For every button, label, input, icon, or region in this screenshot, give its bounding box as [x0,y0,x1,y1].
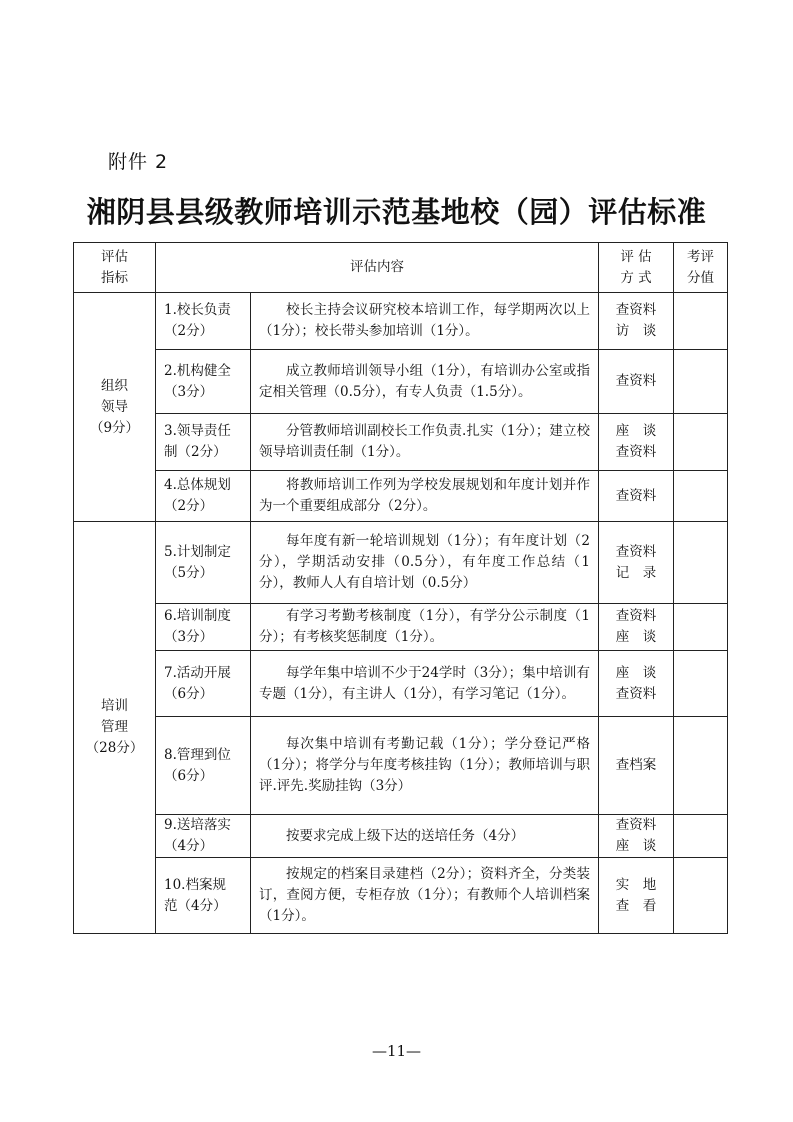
table-row [74,522,728,604]
item-name: 5.计划制定 （5分） [156,522,251,604]
item-content: 分管教师培训副校长工作负责.扎实（1分）；建立校领导培训责任制（1分）。 [251,414,599,471]
table-row [74,815,728,858]
evaluation-standards-table [73,242,728,934]
score-cell [674,522,728,604]
document-title: 湘阴县县级教师培训示范基地校（园）评估标准 [86,195,707,229]
item-content: 按规定的档案目录建档（2分）；资料齐全，分类装订，查阅方便，专柜存放（1分）；有教师个人培训档案（1分）。 [251,858,599,934]
table-row [74,293,728,350]
header-score: 考评 分值 [674,243,728,293]
header-indicator: 评估 指标 [74,243,156,293]
item-content: 有学习考勤考核制度（1分），有学分公示制度（1分）；有考核奖惩制度（1分）。 [251,604,599,651]
group-label: 培训 管理 （28分） [74,522,156,934]
item-content: 校长主持会议研究校本培训工作，每学期两次以上（1分）；校长带头参加培训（1分）。 [251,293,599,350]
item-name: 8.管理到位 （6分） [156,717,251,815]
table-row [74,651,728,717]
score-cell [674,717,728,815]
item-method: 座 谈 查资料 [599,414,674,471]
header-content: 评估内容 [156,243,599,293]
score-cell [674,604,728,651]
header-method: 评 估 方 式 [599,243,674,293]
score-cell [674,471,728,522]
page-number: —11— [371,1042,422,1060]
attachment-label: 附件 2 [108,151,169,173]
item-content: 每年度有新一轮培训规划（1分）；有年度计划（2分），学期活动安排（0.5分），有年度工作总结（1分），教师人人有自培计划（0.5分） [251,522,599,604]
table-row [74,858,728,934]
item-name: 10.档案规 范（4分） [156,858,251,934]
item-content: 按要求完成上级下达的送培任务（4分） [251,815,599,858]
group-label: 组织 领导 （9分） [74,293,156,522]
item-method: 座 谈 查资料 [599,651,674,717]
item-method: 查资料 记 录 [599,522,674,604]
score-cell [674,815,728,858]
table-row [74,350,728,414]
score-cell [674,651,728,717]
item-method: 查资料 [599,471,674,522]
table-row [74,414,728,471]
item-name: 7.活动开展 （6分） [156,651,251,717]
item-method: 实 地 查 看 [599,858,674,934]
item-content: 每学年集中培训不少于24学时（3分）；集中培训有专题（1分），有主讲人（1分），有学习笔记（1分）。 [251,651,599,717]
item-method: 查资料 座 谈 [599,815,674,858]
item-name: 3.领导责任 制（2分） [156,414,251,471]
table-row [74,471,728,522]
table-row [74,604,728,651]
score-cell [674,350,728,414]
item-name: 6.培训制度 （3分） [156,604,251,651]
item-content: 成立教师培训领导小组（1分），有培训办公室或指定相关管理（0.5分），有专人负责（1.5分）。 [251,350,599,414]
score-cell [674,293,728,350]
item-name: 4.总体规划 （2分） [156,471,251,522]
item-name: 1.校长负责 （2分） [156,293,251,350]
table-row [74,717,728,815]
item-content: 将教师培训工作列为学校发展规划和年度计划并作为一个重要组成部分（2分）。 [251,471,599,522]
item-content: 每次集中培训有考勤记载（1分）；学分登记严格（1分）；将学分与年度考核挂钩（1分）；教师培训与职评.评先.奖励挂钩（3分） [251,717,599,815]
item-name: 9.送培落实 （4分） [156,815,251,858]
item-method: 查资料 座 谈 [599,604,674,651]
item-name: 2.机构健全 （3分） [156,350,251,414]
table-header-row [74,243,728,293]
item-method: 查资料 [599,350,674,414]
item-method: 查档案 [599,717,674,815]
score-cell [674,858,728,934]
item-method: 查资料 访 谈 [599,293,674,350]
score-cell [674,414,728,471]
